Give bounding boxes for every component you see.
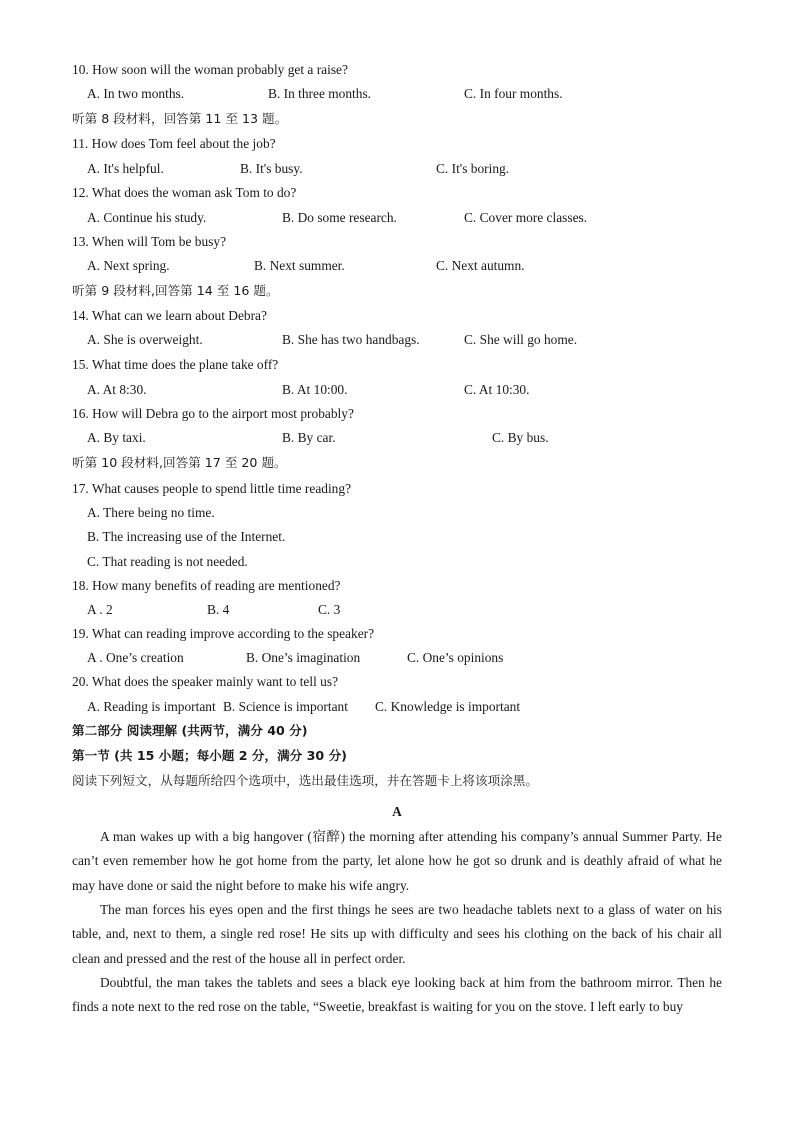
section-heading-9: 听第 9 段材料,回答第 14 至 16 题。 [72,283,279,298]
q20-option-b: B. Science is important [223,699,348,714]
q13-option-a: A. Next spring. [87,258,170,273]
q11-option-a: A. It's helpful. [87,161,164,176]
question-15: 15. What time does the plane take off? [72,357,279,372]
q12-option-b: B. Do some research. [282,210,397,225]
passage-paragraph-2: The man forces his eyes open and the first things he sees are two headache tablets next to a glass of water on his table, and, next to them, a single red rose! He sits up with difficulty and sees his clothing on the back of his chair all clean and pressed and the rest of the house all in perfect order. [72,902,722,966]
q16-option-c: C. By bus. [492,430,549,445]
q15-option-b: B. At 10:00. [282,382,348,397]
q15-option-a: A. At 8:30. [87,382,147,397]
q10-option-c: C. In four months. [464,86,563,101]
q20-option-a: A. Reading is important [87,699,216,714]
q19-option-b: B. One’s imagination [246,650,361,665]
q20-option-c: C. Knowledge is important [375,699,521,714]
section-heading-10: 听第 10 段材料,回答第 17 至 20 题。 [72,455,287,470]
q19-option-a: A . One’s creation [87,650,184,665]
q16-option-b: B. By car. [282,430,336,445]
question-11: 11. How does Tom feel about the job? [72,136,276,151]
passage-title: A [392,804,402,819]
question-12: 12. What does the woman ask Tom to do? [72,185,297,200]
passage-paragraph-3: Doubtful, the man takes the tablets and sees a black eye looking back at him from the bathroom mirror. Then he finds a note next to the red rose on the table, “Sweetie, breakfast is waiting for you on the stove. I left early to buy [72,975,722,1015]
question-13: 13. When will Tom be busy? [72,234,227,249]
question-10: 10. How soon will the woman probably get a raise? [72,62,348,77]
section-1-heading: 第一节 (共 15 小题；每小题 2 分，满分 30 分) [72,748,347,763]
passage-paragraph-1: A man wakes up with a big hangover (宿醉) the morning after attending his company’s annual Summer Party. He can’t even remember how he got home from the party, let alone how he got so drunk and is deathly afraid of what he may have done or said the night before to make his wife angry. [72,829,722,893]
q18-option-a: A . 2 [87,602,113,617]
q14-option-a: A. She is overweight. [87,332,203,347]
question-16: 16. How will Debra go to the airport most probably? [72,406,354,421]
q19-option-c: C. One’s opinions [407,650,504,665]
q12-option-c: C. Cover more classes. [464,210,588,225]
section-heading-8: 听第 8 段材料，回答第 11 至 13 题。 [72,111,288,126]
q18-option-b: B. 4 [207,602,230,617]
q11-option-c: C. It's boring. [436,161,510,176]
q18-option-c: C. 3 [318,602,341,617]
question-19: 19. What can reading improve according to the speaker? [72,626,375,641]
q17-option-b: B. The increasing use of the Internet. [87,529,286,544]
question-17: 17. What causes people to spend little time reading? [72,481,352,496]
q14-option-c: C. She will go home. [464,332,578,347]
q13-option-b: B. Next summer. [254,258,345,273]
q14-option-b: B. She has two handbags. [282,332,420,347]
q11-option-b: B. It's busy. [240,161,303,176]
q13-option-c: C. Next autumn. [436,258,525,273]
question-14: 14. What can we learn about Debra? [72,308,267,323]
q10-option-b: B. In three months. [268,86,372,101]
q10-option-a: A. In two months. [87,86,185,101]
question-20: 20. What does the speaker mainly want to tell us? [72,674,339,689]
q15-option-c: C. At 10:30. [464,382,530,397]
q16-option-a: A. By taxi. [87,430,146,445]
q17-option-c: C. That reading is not needed. [87,554,248,569]
q12-option-a: A. Continue his study. [87,210,207,225]
reading-instructions: 阅读下列短文，从每题所给四个选项中，选出最佳选项，并在答题卡上将该项涂黑。 [72,773,538,788]
question-18: 18. How many benefits of reading are mentioned? [72,578,341,593]
q17-option-a: A. There being no time. [87,505,215,520]
part-2-heading: 第二部分 阅读理解 (共两节，满分 40 分) [72,723,308,738]
